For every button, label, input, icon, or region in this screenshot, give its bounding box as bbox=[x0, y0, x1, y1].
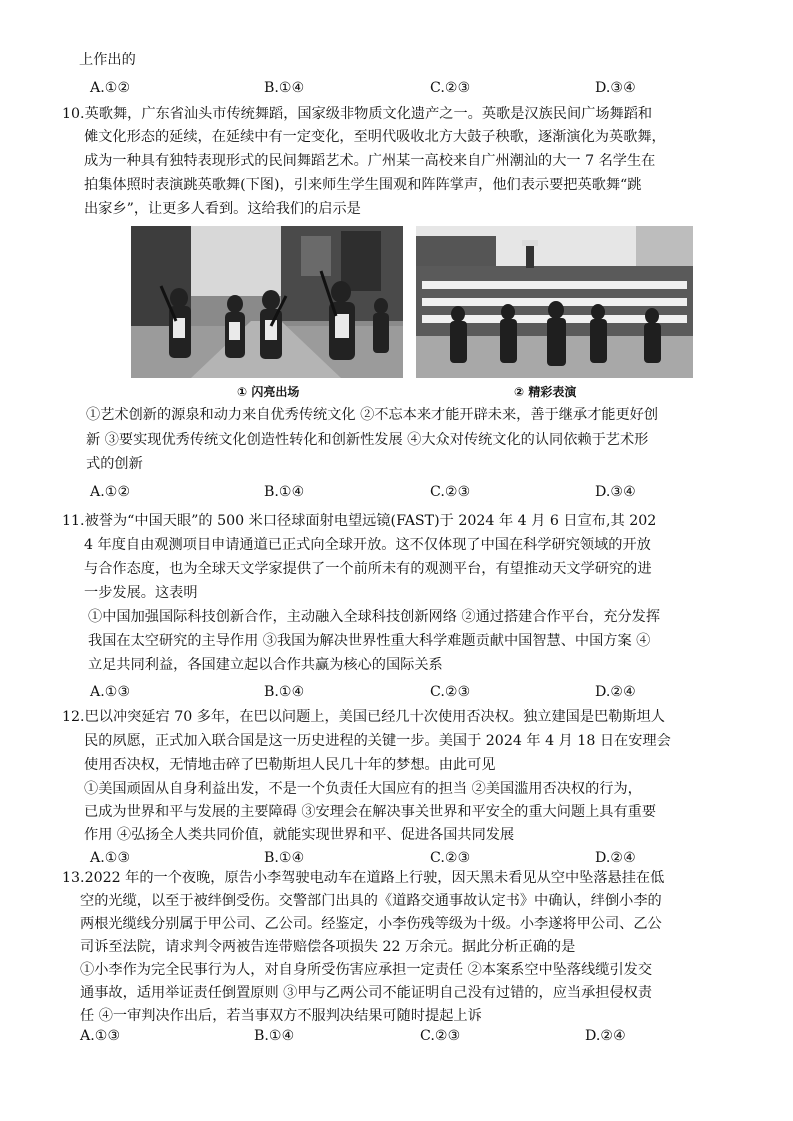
q12-statement-line: 作用 ④弘扬全人类共同价值，就能实现世界和平、促进各国共同发展 bbox=[84, 827, 515, 843]
q10-stem-line: 10.英歌舞，广东省汕头市传统舞蹈，国家级非物质文化遗产之一。英歌是汉族民间广场舞蹈和 bbox=[62, 106, 653, 122]
q9-option-b[interactable]: B.①④ bbox=[264, 80, 305, 96]
q10-options bbox=[90, 481, 690, 503]
photo-stage-performance bbox=[416, 226, 693, 378]
q11-statement-line: 立足共同利益，各国建立起以合作共赢为核心的国际关系 bbox=[88, 657, 443, 673]
q10-stem-line: 成为一种具有独特表现形式的民间舞蹈艺术。广州某一高校来自广州潮汕的大一 7 名学生在 bbox=[84, 153, 656, 169]
q12-option-b[interactable]: B.①④ bbox=[264, 850, 305, 866]
q11-option-a[interactable]: A.①③ bbox=[90, 684, 131, 700]
q13-stem-line: 两根光缆线分别属于甲公司、乙公司。经鉴定，小李伤残等级为十级。小李遂将甲公司、乙公 bbox=[80, 916, 662, 932]
q13-statement-line: 通事故，适用举证责任倒置原则 ③甲与乙两公司不能证明自己没有过错的，应当承担侵权责 bbox=[80, 985, 653, 1001]
q13-stem-line: 13.2022 年的一个夜晚，原告小李驾驶电动车在道路上行驶，因天黑未看见从空中坠落悬挂在低 bbox=[62, 870, 665, 886]
q11-stem-line: 4 年度自由观测项目申请通道已正式向全球开放。这不仅体现了中国在科学研究领域的开放 bbox=[84, 537, 651, 553]
q13-option-a[interactable]: A.①③ bbox=[80, 1028, 121, 1044]
q12-stem-line: 使用否决权，无情地击碎了巴勒斯坦人民几十年的梦想。由此可见 bbox=[84, 757, 496, 773]
q9-stem-tail: 上作出的 bbox=[79, 52, 136, 68]
q9-option-d[interactable]: D.③④ bbox=[595, 80, 636, 96]
q13-option-b[interactable]: B.①④ bbox=[254, 1028, 295, 1044]
q13-option-d[interactable]: D.②④ bbox=[585, 1028, 626, 1044]
q10-statement-line: ①艺术创新的源泉和动力来自优秀传统文化 ②不忘本来才能开辟未来，善于继承才能更好创 bbox=[86, 407, 659, 423]
q11-stem-line: 11.被誉为“中国天眼”的 500 米口径球面射电望远镜(FAST)于 2024 年 4 月 6 日宣布,其 202 bbox=[62, 513, 657, 529]
photo-street-performance bbox=[131, 226, 403, 378]
q13-stem-line: 空的光缆，以至于被绊倒受伤。交警部门出具的《道路交通事故认定书》中确认，绊倒小李的 bbox=[80, 893, 662, 909]
q9-option-a[interactable]: A.①② bbox=[90, 80, 131, 96]
q13-statement-line: 任 ④一审判决作出后，若当事双方不服判决结果可随时提起上诉 bbox=[80, 1008, 482, 1024]
q13-option-c[interactable]: C.②③ bbox=[420, 1028, 461, 1044]
q12-statement-line: ①美国顽固从自身利益出发，不是一个负责任大国应有的担当 ②美国滥用否决权的行为， bbox=[84, 781, 642, 797]
q12-stem-line: 民的夙愿，正式加入联合国是这一历史进程的关键一步。美国于 2024 年 4 月 18 日在安理会 bbox=[84, 733, 671, 749]
q13-options bbox=[80, 1025, 680, 1047]
q12-options bbox=[90, 847, 690, 869]
q10-statement-line: 新 ③要实现优秀传统文化创造性转化和创新性发展 ④大众对传统文化的认同依赖于艺术形 bbox=[86, 432, 649, 448]
q11-option-d[interactable]: D.②④ bbox=[595, 684, 636, 700]
q10-option-a[interactable]: A.①② bbox=[90, 484, 131, 500]
photo-caption-2: ② 精彩表演 bbox=[514, 385, 577, 399]
q9-options bbox=[90, 77, 690, 99]
q11-statement-line: 我国在太空研究的主导作用 ③我国为解决世界性重大科学难题贡献中国智慧、中国方案 ④ bbox=[88, 633, 651, 649]
q11-statement-line: ①中国加强国际科技创新合作，主动融入全球科技创新网络 ②通过搭建合作平台，充分发挥 bbox=[88, 609, 661, 625]
q12-stem-line: 12.巴以冲突延宕 70 多年，在巴以问题上，美国已经几十次使用否决权。独立建国是巴勒斯坦人 bbox=[62, 709, 665, 725]
q11-option-b[interactable]: B.①④ bbox=[264, 684, 305, 700]
q12-option-d[interactable]: D.②④ bbox=[595, 850, 636, 866]
q13-statement-line: ①小李作为完全民事行为人，对自身所受伤害应承担一定责任 ②本案系空中坠落线缆引发交 bbox=[80, 962, 653, 978]
q10-stem-line: 出家乡”，让更多人看到。这给我们的启示是 bbox=[84, 201, 361, 217]
q9-option-c[interactable]: C.②③ bbox=[430, 80, 471, 96]
q13-stem-line: 司诉至法院，请求判令两被告连带赔偿各项损失 22 万余元。据此分析正确的是 bbox=[80, 939, 576, 955]
q10-option-b[interactable]: B.①④ bbox=[264, 484, 305, 500]
q10-statement-line: 式的创新 bbox=[86, 456, 143, 472]
q12-statement-line: 已成为世界和平与发展的主要障碍 ③安理会在解决事关世界和平安全的重大问题上具有重要 bbox=[84, 804, 657, 820]
q11-option-c[interactable]: C.②③ bbox=[430, 684, 471, 700]
q10-option-c[interactable]: C.②③ bbox=[430, 484, 471, 500]
q10-stem-line: 傩文化形态的延续，在延续中有一定变化，至明代吸收北方大鼓子秧歌，逐渐演化为英歌舞， bbox=[84, 129, 666, 145]
q11-stem-line: 一步发展。这表明 bbox=[84, 585, 198, 601]
q10-stem-line: 拍集体照时表演跳英歌舞(下图)，引来师生学生围观和阵阵掌声，他们表示要把英歌舞“跳 bbox=[84, 177, 642, 193]
q12-option-c[interactable]: C.②③ bbox=[430, 850, 471, 866]
q10-option-d[interactable]: D.③④ bbox=[595, 484, 636, 500]
q11-options bbox=[90, 681, 690, 703]
q11-stem-line: 与合作态度，也为全球天文学家提供了一个前所未有的观测平台，有望推动天文学研究的进 bbox=[84, 561, 652, 577]
q12-option-a[interactable]: A.①③ bbox=[90, 850, 131, 866]
photo-caption-1: ① 闪亮出场 bbox=[237, 385, 300, 399]
